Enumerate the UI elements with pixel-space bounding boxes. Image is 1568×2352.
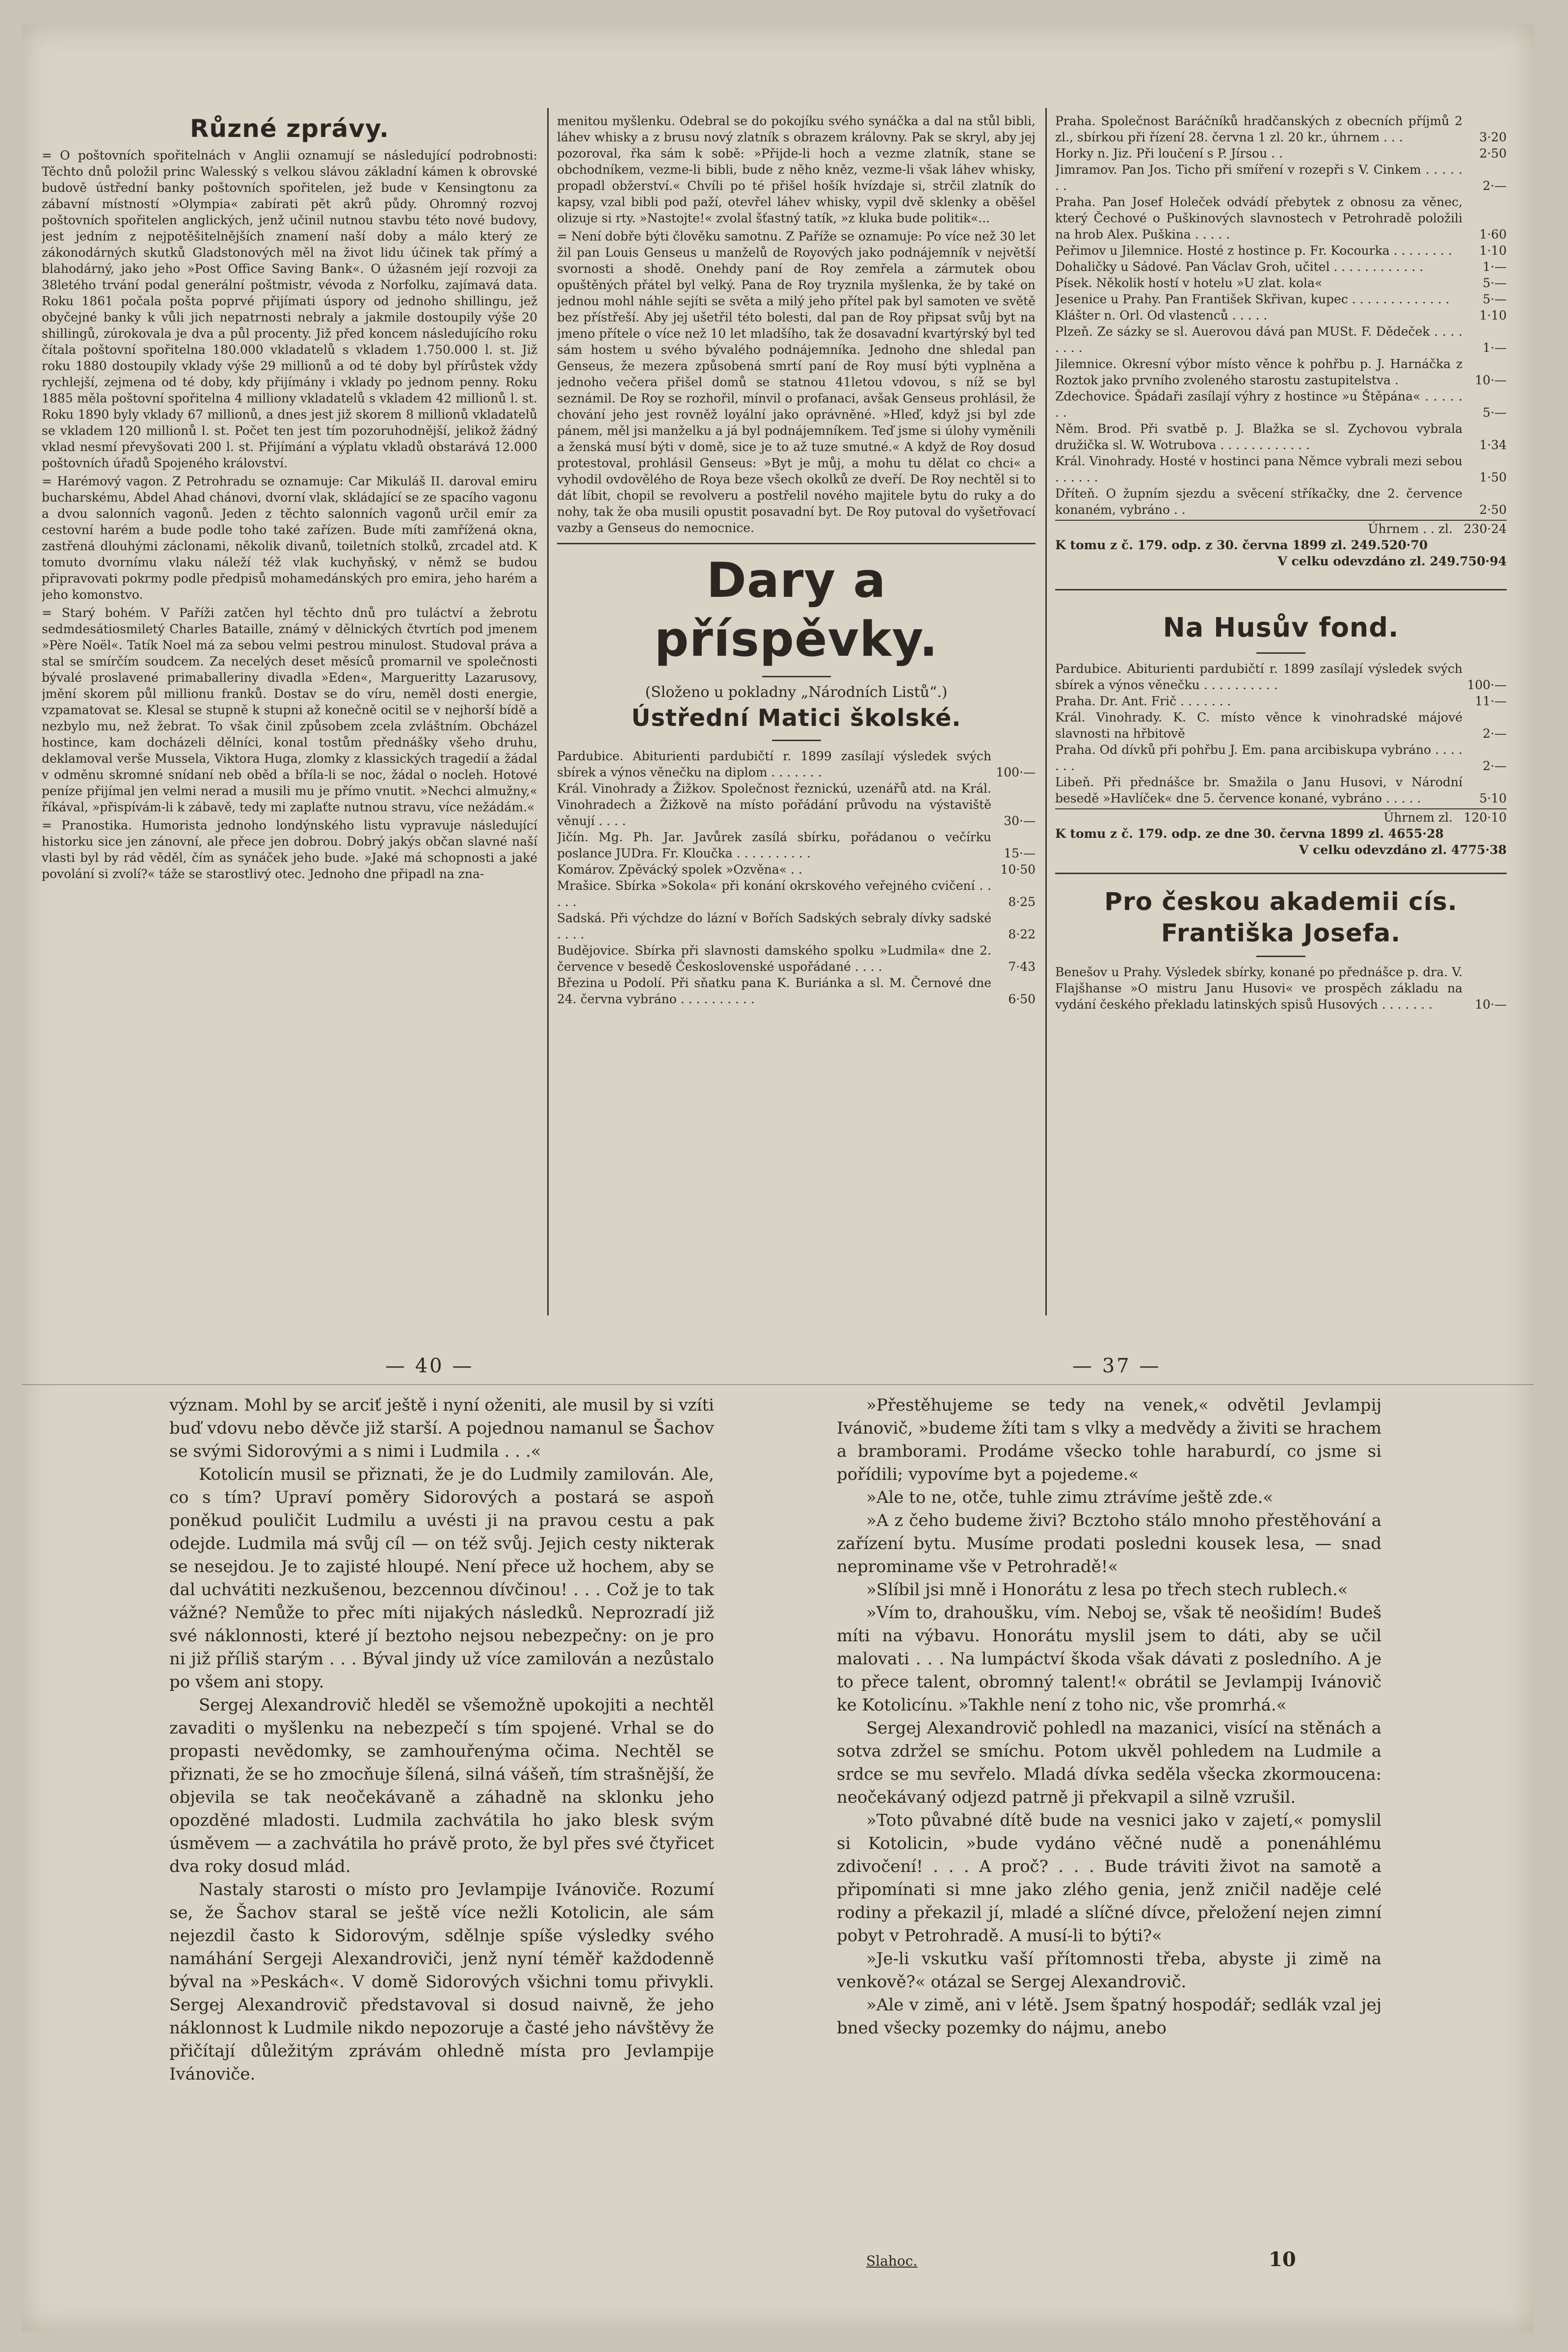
story-paragraph: »Ale to ne, otče, tuhle zimu ztrávíme ještě zde.«: [866, 1488, 1274, 1507]
story-paragraph: »Ale v zimě, ani v létě. Jsem špatný hospodář; sedlák vzal jej bned všecky pozemky do nájmu, anebo: [837, 1995, 1382, 2038]
footer-signature: Slahoc.: [866, 2253, 918, 2269]
donation-text: Zdechovice. Špádaři zasílají výhry z hostince »u Štěpána« . . . . . . .: [1055, 389, 1462, 420]
donation-text: Jimramov. Pan Jos. Ticho při smíření v rozepři s V. Cinkem . . . . . . .: [1055, 162, 1462, 193]
section-divider: [1055, 873, 1507, 874]
donation-list: [1055, 113, 1507, 518]
donation-text: Horky n. Jiz. Při loučení s P. Jírsou . .: [1055, 146, 1283, 160]
donation-text: Pardubice. Abiturienti pardubičtí r. 1899 zasílají výsledek svých sbírek a výnos věnečku na diplom . . . . . . .: [557, 749, 991, 779]
hus-fund-title: Na Husův fond.: [1163, 612, 1399, 643]
story-paragraph: »A z čeho budeme živi? Bcztoho stálo mnoho přestěhování a zařízení bytu. Musíme prodati posledni kousek lesa, — snad neprominame vše v Petrohradě!«: [837, 1511, 1382, 1577]
news-paragraph: = Harémový vagon. Z Petrohradu se oznamuje: Car Mikuláš II. daroval emiru bucharskému, Abdel Ahad chánovi, dvorní vlak, skládající se ze spacího vagonu a dvou salonních vagonů. Jeden z těchto salonních vagonů určil emír za cestovní harém a bude podle toho také zařízen. Bude míti zamřížená okna, zastřená dlouhými záclonami, několik divanů, toiletních stolků, zrcadel atd. K tomuto dvornímu vlaku náleží též vlak kuchyňský, v němž se budou připravovati pokrmy podle předpisů mohamedánských pro emira, jeho harém a jeho komonstvo.: [42, 474, 537, 602]
donation-text: Písek. Několik hostí v hotelu »U zlat. kola«: [1055, 276, 1323, 290]
donation-entry: [1055, 307, 1507, 323]
donation-entry: [1055, 356, 1507, 388]
donation-amount: 2·50: [1479, 146, 1507, 160]
donation-text: Něm. Brod. Při svatbě p. J. Blažka se sl. Zychovou vybrala družička sl. W. Wotrubova . . . . . . . . . . . .: [1055, 422, 1462, 452]
donation-entry: [1055, 388, 1507, 421]
dary-title: Dary a příspěvky.: [654, 553, 938, 668]
donation-text: Mrašice. Sbírka »Sokola« při konání okrskového veřejného cvičení . . . . .: [557, 879, 991, 909]
donation-entry: [1055, 709, 1507, 742]
fold-line: [22, 1384, 1534, 1385]
donation-amount: 5·—: [1483, 405, 1507, 420]
donation-amount: 1·50: [1479, 470, 1507, 484]
donation-amount: 1·—: [1483, 260, 1507, 274]
k-tomu-line: K tomu z č. 179. odp. z 30. června 1899 zl. 249.520·70: [1055, 538, 1428, 552]
total-row: [1055, 520, 1507, 537]
donation-text: Benešov u Prahy. Výsledek sbírky, konané po přednášce p. dra. V. Flajšhanse »O mistru Janu Husovi« ve prospěch základu na vydání českého překladu latinských spisů Husových . . . . . . .: [1055, 965, 1462, 1012]
title-underline: [1256, 652, 1305, 654]
newspaper-page: [22, 25, 1534, 2331]
donation-text: Libeň. Při přednášce br. Smažila o Janu Husovi, v Národní besedě »Havlíček« dne 5. července konané, vybráno . . . . .: [1055, 775, 1462, 805]
donation-amount: 3·20: [1479, 130, 1507, 144]
donation-entry: [557, 780, 1036, 829]
donation-entry: [1055, 323, 1507, 356]
donation-amount: 5·—: [1483, 292, 1507, 306]
donation-text: Pardubice. Abiturienti pardubičtí r. 1899 zasílají výsledek svých sbírek a výnos věnečku . . . . . . . . . .: [1055, 662, 1462, 692]
academy-title: Pro českou akademii cís. Františka Josefa.: [1104, 887, 1458, 947]
story-paragraph: Nastaly starosti o místo pro Jevlampije Ivánoviče. Rozumí se, že Šachov staral se ještě více nežli Kotolicin, ale sám nejezdil často k Sidorovým, sdělnje spíše výsledky svého namáhání Sergeji Alexandroviči, jenž nyní téměř každodenně býval na »Peskách«. V domě Sidorových všichni tomu přivykli. Sergej Alexandrovič představoval si dosud naivně, že jeho náklonnost k Ludmile nikdo nepozoruje a časté jeho návštěvy že přičítají důležitým zprávám ohledně místa pro Jevlampije Ivánoviče.: [169, 1880, 714, 2084]
total-value: 120·10: [1463, 810, 1507, 825]
column-divider: [547, 108, 549, 1315]
donation-entry: [1055, 242, 1507, 259]
donation-text: Komárov. Zpěvácký spolek »Ozvěna« . .: [557, 862, 802, 877]
title-underline: [762, 676, 831, 677]
news-paragraph: = Pranostika. Humorista jednoho londýnského listu vypravuje následující historku sice jen zánovní, ale přece jen dobrou. Dobrý jakýs občan slavné naší vlasti byl by rád věděl, čím as synáček jeho bude. »Jaké má schopnosti a jaké povolání si zvolí?« táže se starostlivý otec. Jednoho dne připadl na zna-: [42, 818, 537, 881]
donation-text: Praha. Dr. Ant. Frič . . . . . . .: [1055, 694, 1231, 708]
matice-title: Ústřední Matici školské.: [631, 704, 961, 732]
donation-amount: 7·43: [1008, 960, 1036, 974]
story-paragraph: Sergej Alexandrovič hleděl se všemožně upokojiti a nechtěl zavaditi o myšlenku na nebezpečí s tím spojené. Vrhal se do propasti nevědomky, se zamhouřenýma očima. Nechtěl se přiznati, že se ho zmocňuje šílená, silná vášeň, tím strašnější, že objevila se tak neočekávaně a záhadně na sklonku jeho opozděné mladosti. Ludmila zachvátila ho jako blesk svým úsměvem — a zachvátila ho právě proto, že byl přes své čtyřicet dva roky dosud mlád.: [169, 1695, 714, 1876]
donation-text: Dříteň. O župním sjezdu a svěcení stříkačky, dne 2. července konaném, vybráno . .: [1055, 486, 1462, 517]
title-underline: [1256, 956, 1305, 957]
donation-entry: [1055, 661, 1507, 693]
news-paragraph: = O poštovních spořitelnách v Anglii oznamují se následující podrobnosti: Těchto dnů položil princ Walesský s velkou slávou základní kámen k obrovské budově ústřední banky poštovních spořitelen, jež bude v Kensingtonu za zábavní místností »Olympia« zabírati pět akrů půdy. Ohromný rozvoj poštovních spořitelen anglických, jenž učinil nutnou stavbu této nové budovy, jest jedním z nejpotěšitelnějších znamení naší doby a málo který ze zákonodárných skutků Gladstonových měl na život lidu účinek tak přímý a blahodárný, jako jeho »Post Office Saving Bank«. O úžasném její rozvoji za 38letého trvání podal generální poštmistr, vévoda z Norfolku, zajímavá data. Roku 1861 počala pošta poprvé přijímati úspory od jednoho shillingu, jež obyčejné banky k vůli jich nepatrnosti nebraly a jakmile dostoupily výše 20 shillingů, zúrokovala je dva a půl procenty. Již před koncem následujícího roku čítala poštovní spořitelna 180.000 vkladatelů s vkladem 1.750.000 l. st. Již roku 1880 dostoupily vklady výše 29 millionů a od té doby byl přírůstek vždy rychlejší, zejmena od té doby, kdy přijímány i vklady po jednom penny. Roku 1885 měla poštovní spořitelna 4 milliony vkladatelů s vkladem 42 millionů l. st. Roku 1890 byly vklady 67 millionů, a dnes jest již skorem 8 millionů vkladatelů se vkladem 120 millionů l. st. Počet ten jest tím pozoruhodnější, jelikož žádný vklad nesmí převyšovati 200 l. st. Přijímání a výplatu vkladů obstarává 12.000 poštovních úřadů Spojeného království.: [42, 148, 537, 470]
donation-entry: [1055, 113, 1507, 145]
story-right-column: [837, 1394, 1382, 2243]
story-paragraph: Sergej Alexandrovič pohledl na mazanici, visící na stěnách a sotva zdržel se smíchu. Potom ukvěl pohledem na Ludmile a srdce se mu sevřelo. Mladá dívka seděla všecka zkormoucena: neočekávaný odjezd patrně ji překvapil a silně vzrušil.: [837, 1718, 1382, 1807]
total-label: Úhrnem . . zl.: [1368, 522, 1453, 536]
donation-list: [1055, 661, 1507, 806]
news-paragraph: = Není dobře býti člověku samotnu. Z Paříže se oznamuje: Po více než 30 let žil pan Louis Genseus u manželů de Royových jako podnájemník v největší svornosti a shodě. Onehdy paní de Roy zemřela a zármutek obou opuštěných přátel byl velký. Pana de Roy tryznila myšlenka, že by také on jednou mohl náhle sejíti se světa a milý jeho přítel pak byl samoten ve světě bez přístřeší. Aby jej ušetřil této bolesti, dal pan de Roy připsat svůj byt na jmeno přítele o více než 10 let mladšího, tak že dosavadní kvartýrský byl teď sám hostem u svého bývalého podnájemníka. Jednoho dne shledal pan Genseus, že mezera způsobená smrtí paní de Roy musí býti vyplněna a jednoho večera přišel domů se statnou 41letou vdovou, s níž se byl seznámil. De Roy se rozhořil, mínvil o profanaci, avšak Genseus prohlásil, že chování jeho jest rovněž loyální jako oprávněné. »Hleď, když jsi byl zde pánem, měl jsi manželku a já byl podnájemníkem. Teď jsme si úlohy vyměnili a ženská musí býti v domě, sice je to až tuze smutné.« A když de Roy dosud protestoval, prohlásil Genseus: »Byt je můj, a mohu tu dělat co chci« a vyhodil ovdovělého de Roya beze všech okolků ze dveří. De Roy nechtěl si to dát líbit, chopil se revolveru a postřelil nového majitele bytu do ruky a do nohy, tak že oba musili opustit posavadní byt. De Roy putoval do vyšetřovací vazby a Genseus do nemocnice.: [557, 229, 1036, 535]
column-donations-list: [1055, 113, 1507, 1310]
story-paragraph: »Vím to, drahoušku, vím. Neboj se, však tě neošidím! Budeš míti na výbavu. Honorátu myslil jsem to dáti, aby se učil malovati . . . Na lumpáctví škoda však dávati z posledního. A je to přece talent, obromný talent!« obrátil se Jevlampij Ivánovič ke Kotolicínu. »Takhle není z toho nic, vše promrhá.«: [837, 1603, 1382, 1715]
title-underline: [772, 740, 821, 741]
donation-list: [1055, 964, 1507, 1013]
donation-amount: 1·60: [1479, 227, 1507, 241]
donation-text: Král. Vinohrady. Hosté v hostinci pana Němce vybrali mezi sebou . . . . . .: [1055, 454, 1462, 484]
column-dary: [557, 113, 1036, 1315]
story-paragraph: »Je-li vskutku vaší přítomnosti třeba, abyste ji zimě na venkově?« otázal se Sergej Alexandrovič.: [837, 1949, 1382, 1992]
story-left-column: [169, 1394, 714, 2302]
dary-subtitle: (Složeno u pokladny „Národních Listů“.): [645, 684, 948, 701]
donation-text: Peřimov u Jilemnice. Hosté z hostince p. Fr. Kocourka . . . . . . . .: [1055, 243, 1452, 258]
story-paragraph: »Slíbil jsi mně i Honorátu z lesa po třech stech rublech.«: [866, 1580, 1348, 1600]
celkem-line: V celku odevzdáno zl. 4775·38: [1299, 843, 1507, 857]
donation-entry: [557, 942, 1036, 975]
news-paragraph: = Starý bohém. V Paříži zatčen hyl těchto dnů pro tuláctví a žebrotu sedmdesátiosmiletý Charles Bataille, známý v dělnických čtvrtích pod jmenem »Père Noël«. Tatík Noel má za sebou velmi pestrou minulost. Studoval práva a stal se smírčím soudcem. Za necelých deset měsíců promarnil ve společnosti bývalé proslavené primaballeriny divadla »Eden«, Margueritty Lazarusovy, jmění skorem půl millionu franků. Dostav se do víru, neměl dosti energie, vzpamatovat se. Klesal se stupně k stupni až konečně ocitil se v nejhorší bídě a nezbylo mu, než žebrat. To však činil způsobem zcela zvláštním. Obcházel hostince, kam docházeli dělníci, konal tostům přednášky všeho druhu, deklamoval verše Mussela, Viktora Huga, zlomky z klassických tragedií a žádal v odměnu skromné snídaní neb oběd a bříla-li se noc, žádal o nocleh. Hotové peníze přijímal jen velmi nerad a musili mu je přímo vnutit. »Nechci almužny,« říkával, »přispívám-li k zábavě, tedy mi zaplaťte nutnou stravu, více nežádám.«: [42, 606, 537, 814]
donation-amount: 10·50: [1000, 862, 1036, 877]
donation-entry: [557, 975, 1036, 1007]
donation-amount: 15·—: [1004, 846, 1036, 860]
donation-entry: [557, 829, 1036, 861]
donation-amount: 1·—: [1483, 341, 1507, 355]
donation-entry: [557, 861, 1036, 878]
donation-entry: [1055, 275, 1507, 291]
donation-entry: [557, 748, 1036, 780]
donation-amount: 8·25: [1008, 895, 1036, 909]
section-divider: [1055, 589, 1507, 590]
donation-amount: 100·—: [996, 765, 1036, 779]
donation-amount: 5·10: [1479, 791, 1507, 805]
donation-text: Král. Vinohrady a Žižkov. Společnost řeznickú, uzenářů atd. na Král. Vinohradech a Žižkově na místo pořádání průvodu na výstaviště věnují . . . .: [557, 781, 991, 828]
donation-amount: 30·—: [1004, 814, 1036, 828]
donation-entry: [1055, 964, 1507, 1013]
donation-list: [557, 748, 1036, 1007]
donation-amount: 1·10: [1479, 243, 1507, 258]
total-label: Úhrnem zl.: [1383, 810, 1453, 825]
story-paragraph: Kotolicín musil se přiznati, že je do Ludmily zamilován. Ale, co s tím? Upraví poměry Sidorových a postará se aspoň poněkud pouličit Ludmilu a uvésti ji na pravou cestu a pak odejde. Ludmila má svůj cíl — on též svůj. Jejich cesty nikterak se nesejdou. Je to zajisté hloupé. Není přece už hochem, aby se dal uchvátiti nezkušenou, bezcennou dívčinou! . . . Což je to tak vážné? Nemůže to přec míti nijakých následků. Neprozradí již své náklonnosti, které jí beztoho nejsou nebezpečny: on je pro ni již příliš starým . . . Býval jindy už více zamilován a nezůstalo po všem ani stopy.: [169, 1465, 714, 1692]
donation-entry: [1055, 774, 1507, 806]
donation-entry: [1055, 742, 1507, 774]
donation-entry: [1055, 693, 1507, 709]
donation-text: Dohaličky u Sádové. Pan Václav Groh, učitel . . . . . . . . . . . .: [1055, 260, 1424, 274]
page-number-right: — 37 —: [1072, 1355, 1161, 1377]
donation-amount: 2·50: [1479, 503, 1507, 517]
donation-amount: 11·—: [1475, 694, 1507, 708]
page-number-left: — 40 —: [385, 1355, 474, 1377]
donation-text: Březina u Podolí. Při sňatku pana K. Buriánka a sl. M. Černové dne 24. června vybráno . . . . . . . . . .: [557, 976, 991, 1006]
donation-entry: [1055, 194, 1507, 242]
story-paragraph: »Přestěhujeme se tedy na venek,« odvětil Jevlampij Ivánovič, »budeme žíti tam s vlky a medvědy a živiti se hrachem a bramborami. Prodáme všecko tohle haraburdí, co jsme si pořídili; vypovíme byt a pojedeme.«: [837, 1395, 1382, 1484]
donation-text: Plzeň. Ze sázky se sl. Auerovou dává pan MUSt. F. Dědeček . . . . . . . .: [1055, 324, 1462, 355]
donation-entry: [1055, 161, 1507, 194]
column-divider: [1045, 108, 1047, 1315]
donation-entry: [1055, 145, 1507, 161]
column-news: [42, 113, 537, 1310]
donation-entry: [1055, 421, 1507, 453]
donation-amount: 100·—: [1467, 678, 1507, 692]
donation-amount: 5·—: [1483, 276, 1507, 290]
section-heading-news: Různé zprávy.: [190, 114, 389, 143]
news-paragraph: menitou myšlenku. Odebral se do pokojíku svého synáčka a dal na stůl bibli, láhev whisky a z brusu nový zlatník s obrazem královny. Pak se skryl, aby jej pozoroval, řka sám k sobě: »Přijde-li hoch a vezme zlatník, stane se obchodníkem, vezme-li bibli, bude z něho kněz, vezme-li však láhev whisky, propadl obžerství.« Chvíli po té přišel hošík hvízdaje si, strčil zlatník do kapsy, vzal bibli pod paží, otevřel láhev whisky, vypil dvě sklenky a oběšel olizuje si rty. »Nastojte!« zvolal šťastný tatík, »z kluka bude politik«...: [557, 114, 1036, 225]
donation-entry: [557, 878, 1036, 910]
donation-amount: 2·—: [1483, 759, 1507, 773]
donation-text: Jičín. Mg. Ph. Jar. Javůrek zasílá sbírku, pořádanou o večírku poslance JUDra. Fr. Kloučka . . . . . . . . . .: [557, 830, 991, 860]
donation-text: Praha. Od dívků při pohřbu J. Em. pana arcibiskupa vybráno . . . . . . .: [1055, 743, 1462, 773]
donation-text: Jilemnice. Okresní výbor místo věnce k pohřbu p. J. Harnáčka z Roztok jako prvního zvoleného starostu zastupitelstva .: [1055, 357, 1462, 387]
donation-amount: 10·—: [1475, 373, 1507, 387]
donation-entry: [1055, 453, 1507, 485]
donation-amount: 1·10: [1479, 308, 1507, 322]
donation-amount: 1·34: [1479, 438, 1507, 452]
k-tomu-line: K tomu z č. 179. odp. ze dne 30. června 1899 zl. 4655·28: [1055, 827, 1444, 841]
donation-amount: 10·—: [1475, 997, 1507, 1012]
donation-amount: 2·—: [1483, 179, 1507, 193]
donation-entry: [1055, 485, 1507, 518]
footer-sheet-number: 10: [1269, 2248, 1296, 2271]
donation-text: Budějovice. Sbírka při slavnosti damského spolku »Ludmila« dne 2. července v besedě Československé uspořádané . . . .: [557, 943, 991, 974]
donation-amount: 2·—: [1483, 726, 1507, 741]
donation-text: Král. Vinohrady. K. C. místo věnce k vinohradské májové slavnosti na hřbitově: [1055, 710, 1462, 741]
donation-entry: [1055, 259, 1507, 275]
section-divider: [557, 543, 1036, 544]
total-row: [1055, 808, 1507, 826]
donation-text: Jesenice u Prahy. Pan František Skřivan, kupec . . . . . . . . . . . . .: [1055, 292, 1450, 306]
donation-entry: [1055, 291, 1507, 307]
donation-text: Praha. Pan Josef Holeček odvádí přebytek z obnosu za věnec, který Čechové o Puškinových slavnostech v Petrohradě položili na hrob Alex. Puškina . . . . .: [1055, 195, 1462, 241]
story-paragraph: »Toto půvabné dítě bude na vesnici jako v zajetí,« pomyslil si Kotolicin, »bude vydáno věčné nudě a ponenáhlému zdivočení! . . . A proč? . . . Bude tráviti život na samotě a připomínati si mne jako zlého genia, jenž zničil naděje celé rodiny a překazil jí, mladé a slíčné dívce, přeložení nejen zimní pobyt v Petrohradě. A musí-li to býti?«: [837, 1811, 1382, 1946]
story-paragraph: význam. Mohl by se arciť ještě i nyní oženiti, ale musil by si vzíti buď vdovu nebo děvče již starší. A pojednou namanul se Šachov se svými Sidorovými a s nimi i Ludmila . . .«: [169, 1395, 714, 1461]
donation-text: Sadská. Při výchdze do lázní v Bořích Sadských sebraly dívky sadské . . . .: [557, 911, 991, 941]
celkem-line: V celku odevzdáno zl. 249.750·94: [1277, 554, 1507, 568]
donation-text: Klášter n. Orl. Od vlastenců . . . . .: [1055, 308, 1268, 322]
donation-text: Praha. Společnost Baráčníků hradčanských z obecních příjmů 2 zl., sbírkou při řízení 28. června 1 zl. 20 kr., úhrnem . . .: [1055, 114, 1462, 144]
donation-amount: 6·50: [1008, 992, 1036, 1006]
donation-amount: 8·22: [1008, 927, 1036, 941]
total-value: 230·24: [1463, 522, 1507, 536]
donation-entry: [557, 910, 1036, 942]
